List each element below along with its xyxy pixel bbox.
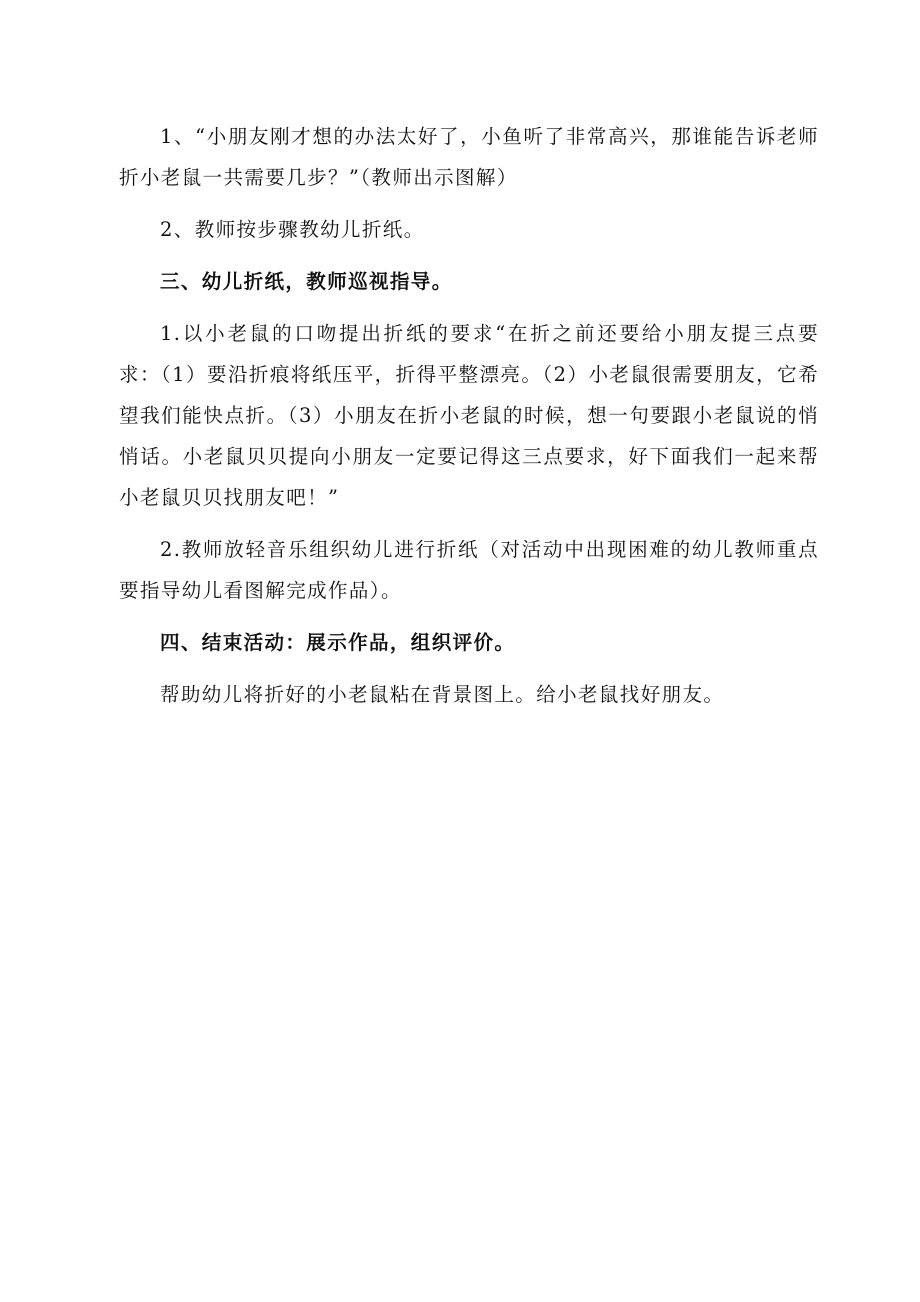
step-2-paragraph: 2、教师按步骤教幼儿折纸。: [160, 218, 425, 241]
document-page: [119, 116, 819, 715]
step-1-paragraph: 1、“小朋友刚才想的办法太好了，小鱼听了非常高兴，那谁能告诉老师折小老鼠一共需要几步？”（教师出示图解）: [119, 125, 819, 189]
music-folding-paragraph: 2.教师放轻音乐组织幼儿进行折纸（对活动中出现困难的幼儿教师重点要指导幼儿看图解完成作品）。: [119, 538, 819, 602]
folding-requirements-paragraph: 1.以小老鼠的口吻提出折纸的要求“在折之前还要给小朋友提三点要求：（1）要沿折痕将纸压平，折得平整漂亮。（2）小老鼠很需要朋友，它希望我们能快点折。（3）小朋友在折小老鼠的时候，想一句要跟小老鼠说的悄悄话。小老鼠贝贝提向小朋友一定要记得这三点要求，好下面我们一起来帮小老鼠贝贝找朋友吧！”: [119, 322, 819, 509]
section-four-heading: 四、结束活动：展示作品，组织评价。: [160, 631, 516, 654]
closing-paragraph: 帮助幼儿将折好的小老鼠粘在背景图上。给小老鼠找好朋友。: [160, 683, 725, 706]
section-three-heading: 三、幼儿折纸，教师巡视指导。: [160, 270, 453, 293]
